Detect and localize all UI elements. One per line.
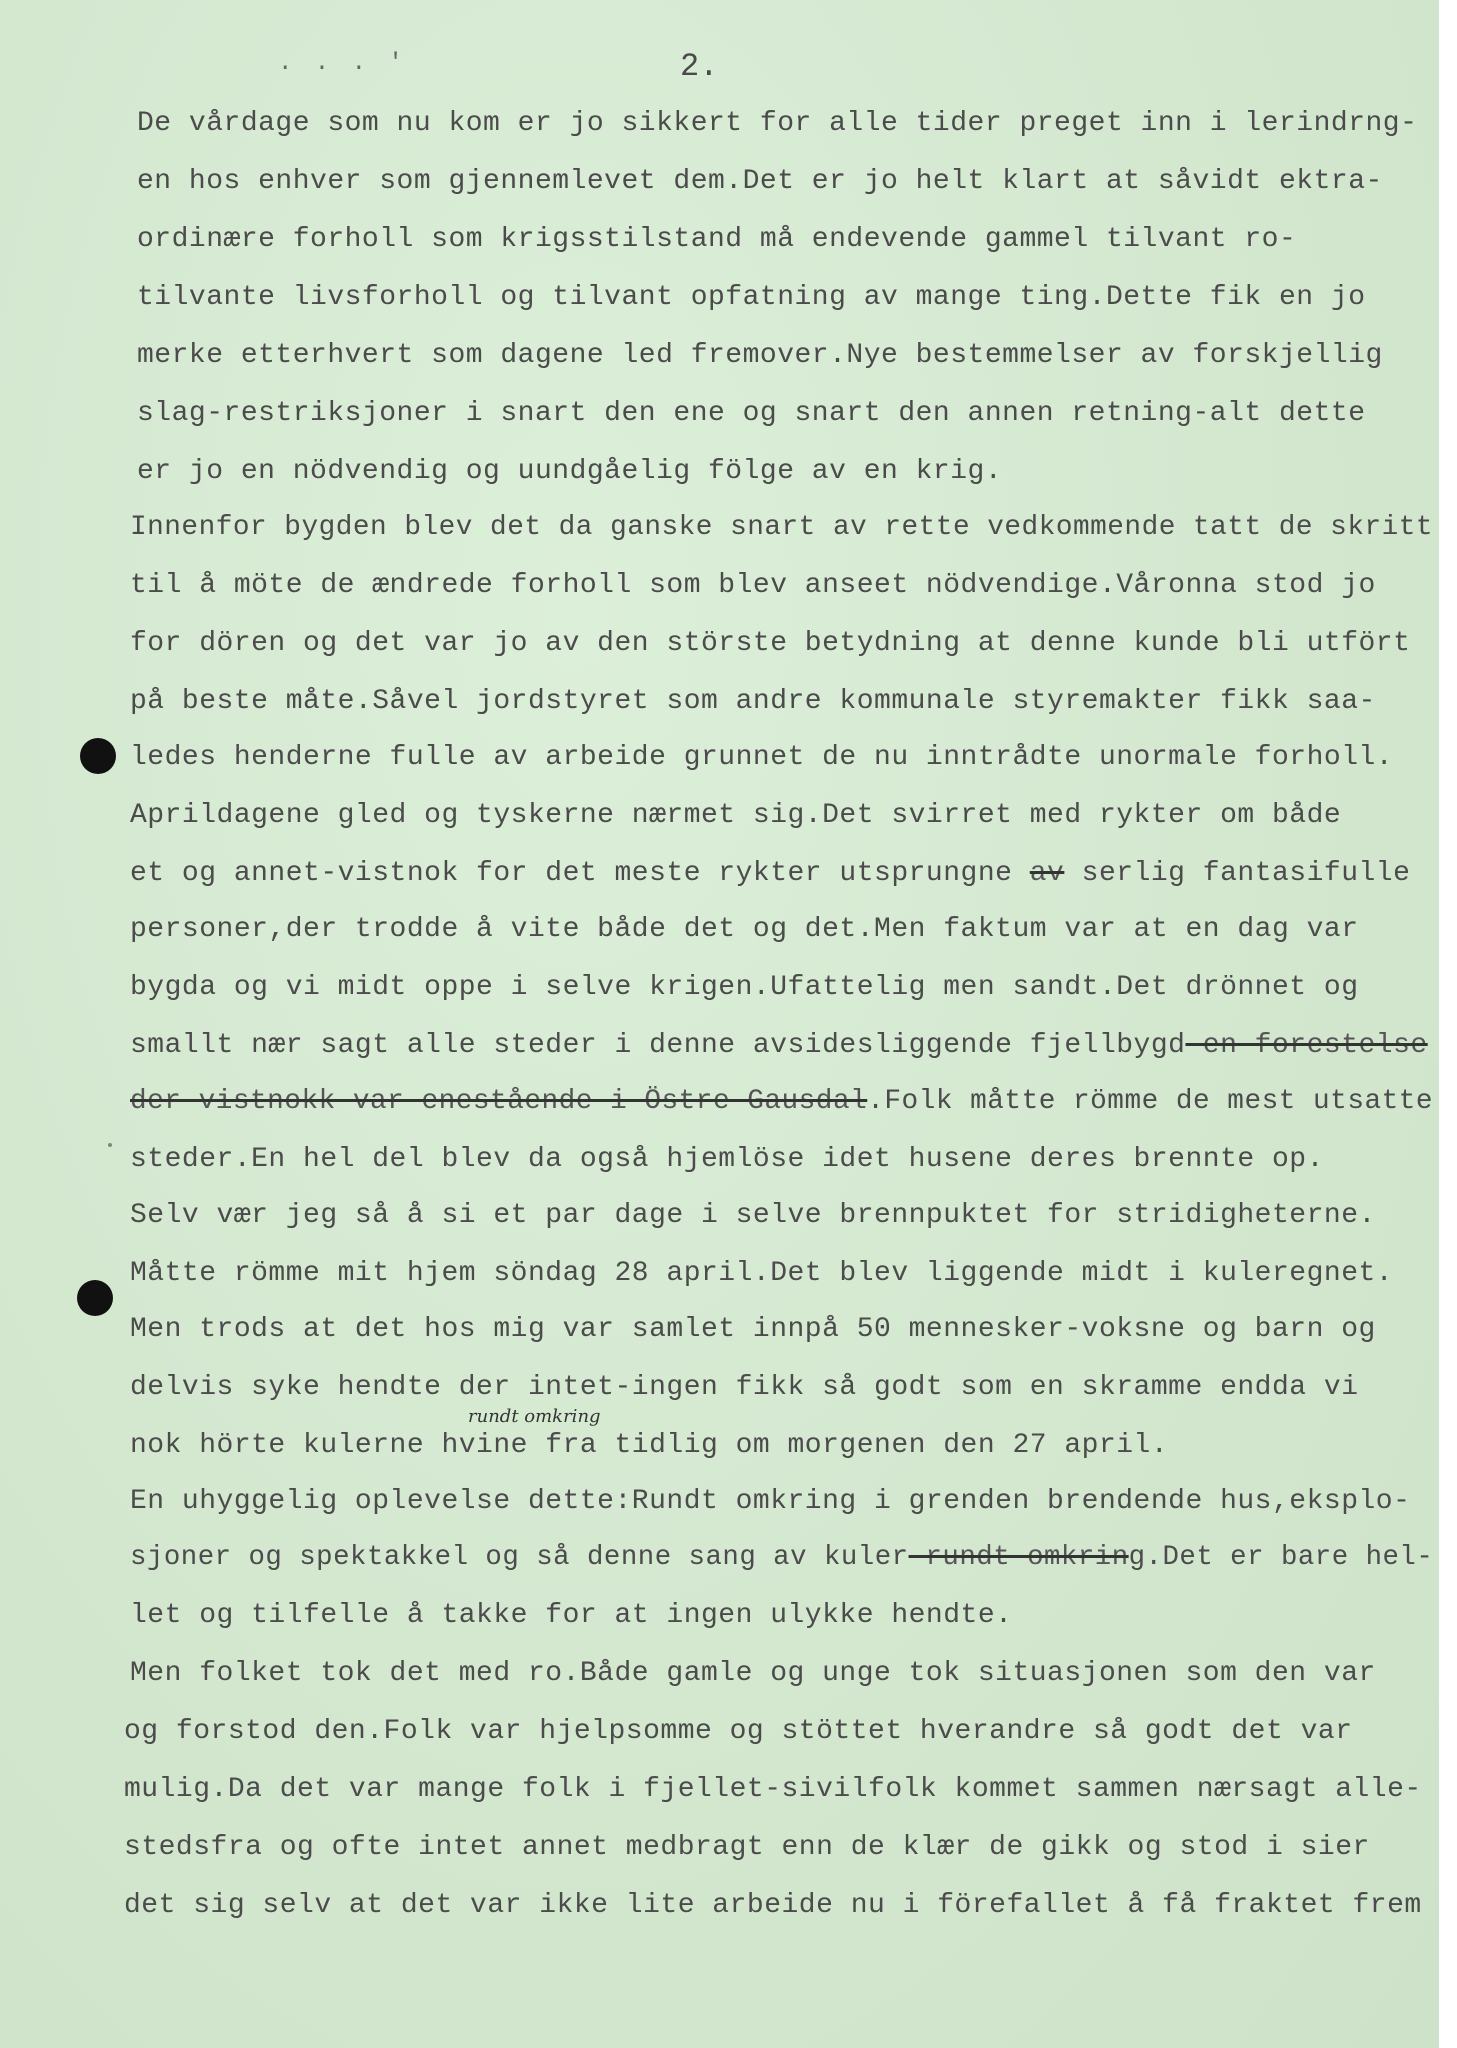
text-line: for dören og det var jo av den störste betydning at denne kunde bli utfört — [130, 628, 1411, 659]
text-line: på beste måte.Såvel jordstyret som andre kommunale styremakter fikk saa- — [130, 686, 1376, 717]
text-segment: .Folk måtte römme de mest utsatte — [867, 1086, 1434, 1117]
text-line: steder.En hel del blev da også hjemlöse idet husene deres brennte op. — [130, 1144, 1324, 1175]
text-line: Måtte römme mit hjem söndag 28 april.Det blev liggende midt i kuleregnet. — [130, 1258, 1394, 1289]
text-line: De vårdage som nu kom er jo sikkert for alle tider preget inn i lerindrng- — [137, 108, 1418, 139]
text-line: ordinære forholl som krigsstilstand må endevende gammel tilvant ro- — [137, 224, 1297, 255]
text-line: Men folket tok det med ro.Både gamle og unge tok situasjonen som den var — [130, 1658, 1376, 1689]
text-line: mulig.Da det var mange folk i fjellet-sivilfolk kommet sammen nærsagt alle- — [124, 1774, 1422, 1805]
text-line: nok hörte kulerne hvine fra tidlig om morgenen den 27 april. — [130, 1430, 1169, 1461]
struck-text: av — [1029, 858, 1065, 889]
text-segment: serlig fantasifulle — [1064, 858, 1411, 889]
struck-text: -en forestelse — [1185, 1030, 1428, 1061]
text-line: det sig selv at det var ikke lite arbeide nu i förefallet å få fraktet frem — [124, 1890, 1422, 1921]
text-line: tilvante livsforholl og tilvant opfatning av mange ting.Dette fik en jo — [137, 282, 1366, 313]
text-line-with-strike — [130, 1030, 1428, 1061]
handwritten-insertion: rundt omkring — [468, 1406, 601, 1427]
struck-text: rundt omkrin — [908, 1542, 1129, 1573]
text-line: en hos enhver som gjennemlevet dem.Det er jo helt klart at såvidt ektra- — [137, 166, 1383, 197]
text-line: og forstod den.Folk var hjelpsomme og stöttet hverandre så godt det var — [124, 1716, 1353, 1747]
text-line: Innenfor bygden blev det da ganske snart av rette vedkommende tatt de skritt — [130, 512, 1434, 543]
text-line: Aprildagene gled og tyskerne nærmet sig.Det svirret med rykter om både — [130, 800, 1342, 831]
header-marks: . . . ' — [278, 50, 407, 77]
text-line-with-strike — [130, 858, 1410, 889]
text-segment: g.Det er bare hel- — [1128, 1542, 1434, 1573]
text-line-with-strike — [130, 1542, 1433, 1573]
struck-text: der-vistnokk var enestående i Östre Gausdal — [130, 1086, 868, 1117]
page-number: 2. — [680, 48, 719, 85]
text-line: ledes henderne fulle av arbeide grunnet de nu inntrådte unormale forholl. — [130, 742, 1394, 773]
text-line: personer,der trodde å vite både det og det.Men faktum var at en dag var — [130, 914, 1359, 945]
text-line: let og tilfelle å takke for at ingen ulykke hendte. — [130, 1600, 1013, 1631]
text-line: Men trods at det hos mig var samlet innpå 50 mennesker-voksne og barn og — [130, 1314, 1376, 1345]
text-line: slag-restriksjoner i snart den ene og snart den annen retning-alt dette — [137, 398, 1366, 429]
text-line: bygda og vi midt oppe i selve krigen.Ufattelig men sandt.Det drönnet og — [130, 972, 1359, 1003]
text-line: er jo en nödvendig og uundgåelig fölge av en krig. — [137, 456, 1003, 487]
text-line: En uhyggelig oplevelse dette:Rundt omkring i grenden brendende hus,eksplo- — [130, 1486, 1411, 1517]
text-segment: smallt nær sagt alle steder i denne avsidesliggende fjellbygd — [130, 1030, 1186, 1061]
text-segment: et og annet-vistnok for det meste rykter utsprungne — [130, 858, 1030, 889]
text-line: til å möte de ændrede forholl som blev anseet nödvendige.Våronna stod jo — [130, 570, 1376, 601]
text-segment: sjoner og spektakkel og så denne sang av kuler — [130, 1542, 909, 1573]
text-line: stedsfra og ofte intet annet medbragt enn de klær de gikk og stod i sier — [124, 1832, 1370, 1863]
text-line: merke etterhvert som dagene led fremover.Nye bestemmelser av forskjellig — [137, 340, 1383, 371]
text-line-with-strike — [130, 1086, 1433, 1117]
text-line: delvis syke hendte der intet-ingen fikk så godt som en skramme endda vi — [130, 1372, 1359, 1403]
text-line: Selv vær jeg så å si et par dage i selve brennpuktet for stridigheterne. — [130, 1200, 1376, 1231]
